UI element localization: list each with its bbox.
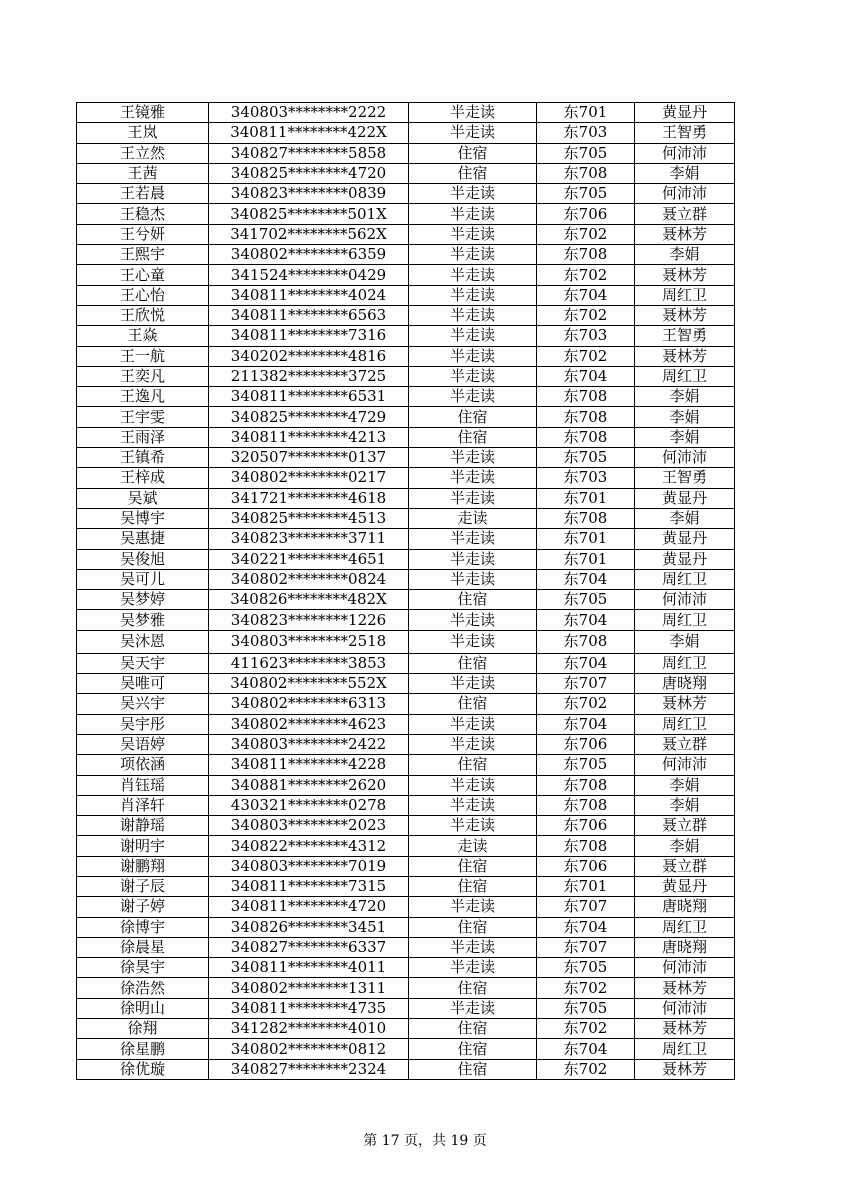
student-name-cell: 王稳杰 <box>77 204 209 224</box>
teacher-cell: 聂林芳 <box>635 694 735 714</box>
table-row <box>77 630 735 653</box>
teacher-cell: 何沛沛 <box>635 448 735 468</box>
table-row <box>77 978 735 998</box>
table-row <box>77 387 735 407</box>
table-row <box>77 184 735 204</box>
table-row <box>77 488 735 508</box>
teacher-cell: 王智勇 <box>635 468 735 488</box>
teacher-cell: 黄显丹 <box>635 103 735 123</box>
room-cell: 东702 <box>537 978 635 998</box>
teacher-cell: 何沛沛 <box>635 998 735 1018</box>
room-cell: 东707 <box>537 674 635 694</box>
id-number-cell: 340811********4720 <box>209 897 409 917</box>
id-number-cell: 340802********0217 <box>209 468 409 488</box>
table-row <box>77 265 735 285</box>
student-name-cell: 王茜 <box>77 163 209 183</box>
room-cell: 东705 <box>537 755 635 775</box>
id-number-cell: 340802********1311 <box>209 978 409 998</box>
id-number-cell: 340202********4816 <box>209 346 409 366</box>
teacher-cell: 唐晓翔 <box>635 897 735 917</box>
room-cell: 东708 <box>537 245 635 265</box>
student-name-cell: 王欣悦 <box>77 305 209 325</box>
student-name-cell: 吴梦雅 <box>77 610 209 630</box>
boarding-type-cell: 半走读 <box>409 714 537 734</box>
id-number-cell: 340221********4651 <box>209 549 409 569</box>
id-number-cell: 340811********7315 <box>209 876 409 896</box>
id-number-cell: 340811********6531 <box>209 387 409 407</box>
table-row <box>77 714 735 734</box>
boarding-type-cell: 半走读 <box>409 529 537 549</box>
student-name-cell: 徐明山 <box>77 998 209 1018</box>
student-name-cell: 徐博宇 <box>77 917 209 937</box>
room-cell: 东706 <box>537 204 635 224</box>
student-roster-table <box>76 102 735 1080</box>
table-row <box>77 285 735 305</box>
room-cell: 东701 <box>537 529 635 549</box>
id-number-cell: 411623********3853 <box>209 653 409 673</box>
student-name-cell: 徐翔 <box>77 1019 209 1039</box>
id-number-cell: 341702********562X <box>209 224 409 244</box>
boarding-type-cell: 住宿 <box>409 694 537 714</box>
table-row <box>77 407 735 427</box>
room-cell: 东704 <box>537 366 635 386</box>
id-number-cell: 320507********0137 <box>209 448 409 468</box>
teacher-cell: 聂林芳 <box>635 224 735 244</box>
boarding-type-cell: 半走读 <box>409 204 537 224</box>
student-name-cell: 吴俊旭 <box>77 549 209 569</box>
room-cell: 东703 <box>537 123 635 143</box>
student-name-cell: 吴沐恩 <box>77 630 209 653</box>
room-cell: 东705 <box>537 448 635 468</box>
table-row <box>77 508 735 528</box>
id-number-cell: 211382********3725 <box>209 366 409 386</box>
teacher-cell: 周红卫 <box>635 917 735 937</box>
student-name-cell: 王兮妍 <box>77 224 209 244</box>
student-name-cell: 谢子婷 <box>77 897 209 917</box>
teacher-cell: 聂林芳 <box>635 978 735 998</box>
teacher-cell: 聂立群 <box>635 856 735 876</box>
boarding-type-cell: 半走读 <box>409 549 537 569</box>
student-name-cell: 吴博宇 <box>77 508 209 528</box>
teacher-cell: 周红卫 <box>635 366 735 386</box>
id-number-cell: 340802********552X <box>209 674 409 694</box>
teacher-cell: 周红卫 <box>635 1039 735 1059</box>
student-name-cell: 谢鹏翔 <box>77 856 209 876</box>
room-cell: 东708 <box>537 427 635 447</box>
student-name-cell: 王焱 <box>77 326 209 346</box>
room-cell: 东702 <box>537 265 635 285</box>
id-number-cell: 340811********7316 <box>209 326 409 346</box>
teacher-cell: 周红卫 <box>635 714 735 734</box>
teacher-cell: 李娟 <box>635 836 735 856</box>
id-number-cell: 340881********2620 <box>209 775 409 795</box>
table-row <box>77 468 735 488</box>
room-cell: 东701 <box>537 876 635 896</box>
room-cell: 东707 <box>537 897 635 917</box>
room-cell: 东704 <box>537 285 635 305</box>
table-row <box>77 245 735 265</box>
table-row <box>77 163 735 183</box>
student-name-cell: 王一航 <box>77 346 209 366</box>
student-name-cell: 王熙宇 <box>77 245 209 265</box>
boarding-type-cell: 住宿 <box>409 755 537 775</box>
id-number-cell: 340827********6337 <box>209 937 409 957</box>
table-row <box>77 816 735 836</box>
student-name-cell: 谢静瑶 <box>77 816 209 836</box>
student-name-cell: 王梓成 <box>77 468 209 488</box>
boarding-type-cell: 住宿 <box>409 427 537 447</box>
boarding-type-cell: 半走读 <box>409 245 537 265</box>
table-row <box>77 569 735 589</box>
room-cell: 东703 <box>537 326 635 346</box>
teacher-cell: 李娟 <box>635 775 735 795</box>
teacher-cell: 聂林芳 <box>635 265 735 285</box>
teacher-cell: 聂立群 <box>635 204 735 224</box>
table-row <box>77 958 735 978</box>
id-number-cell: 340802********0824 <box>209 569 409 589</box>
teacher-cell: 李娟 <box>635 245 735 265</box>
room-cell: 东708 <box>537 795 635 815</box>
table-row <box>77 1059 735 1079</box>
id-number-cell: 340823********1226 <box>209 610 409 630</box>
room-cell: 东705 <box>537 590 635 610</box>
table-row <box>77 123 735 143</box>
room-cell: 东702 <box>537 1019 635 1039</box>
table-row <box>77 897 735 917</box>
table-row <box>77 346 735 366</box>
boarding-type-cell: 半走读 <box>409 569 537 589</box>
id-number-cell: 340811********6563 <box>209 305 409 325</box>
id-number-cell: 430321********0278 <box>209 795 409 815</box>
room-cell: 东703 <box>537 468 635 488</box>
id-number-cell: 340827********2324 <box>209 1059 409 1079</box>
teacher-cell: 李娟 <box>635 407 735 427</box>
boarding-type-cell: 半走读 <box>409 448 537 468</box>
boarding-type-cell: 半走读 <box>409 468 537 488</box>
table-row <box>77 427 735 447</box>
room-cell: 东708 <box>537 775 635 795</box>
teacher-cell: 黄显丹 <box>635 529 735 549</box>
teacher-cell: 聂立群 <box>635 816 735 836</box>
student-name-cell: 王镜雅 <box>77 103 209 123</box>
boarding-type-cell: 半走读 <box>409 897 537 917</box>
student-name-cell: 徐浩然 <box>77 978 209 998</box>
boarding-type-cell: 半走读 <box>409 103 537 123</box>
id-number-cell: 340823********0839 <box>209 184 409 204</box>
boarding-type-cell: 半走读 <box>409 488 537 508</box>
boarding-type-cell: 半走读 <box>409 998 537 1018</box>
table-row <box>77 917 735 937</box>
student-name-cell: 吴斌 <box>77 488 209 508</box>
room-cell: 东706 <box>537 816 635 836</box>
teacher-cell: 聂立群 <box>635 734 735 754</box>
id-number-cell: 340825********501X <box>209 204 409 224</box>
room-cell: 东702 <box>537 694 635 714</box>
id-number-cell: 340822********4312 <box>209 836 409 856</box>
boarding-type-cell: 半走读 <box>409 224 537 244</box>
boarding-type-cell: 住宿 <box>409 856 537 876</box>
teacher-cell: 李娟 <box>635 795 735 815</box>
room-cell: 东708 <box>537 163 635 183</box>
id-number-cell: 340803********7019 <box>209 856 409 876</box>
id-number-cell: 340802********6359 <box>209 245 409 265</box>
teacher-cell: 聂林芳 <box>635 305 735 325</box>
table-row <box>77 590 735 610</box>
boarding-type-cell: 半走读 <box>409 346 537 366</box>
table-row <box>77 937 735 957</box>
table-row <box>77 366 735 386</box>
table-row <box>77 836 735 856</box>
student-name-cell: 王心怡 <box>77 285 209 305</box>
boarding-type-cell: 住宿 <box>409 917 537 937</box>
table-row <box>77 653 735 673</box>
student-name-cell: 王若晨 <box>77 184 209 204</box>
boarding-type-cell: 半走读 <box>409 816 537 836</box>
id-number-cell: 340826********482X <box>209 590 409 610</box>
student-name-cell: 吴惠捷 <box>77 529 209 549</box>
student-name-cell: 王奕凡 <box>77 366 209 386</box>
id-number-cell: 340826********3451 <box>209 917 409 937</box>
id-number-cell: 340825********4729 <box>209 407 409 427</box>
boarding-type-cell: 住宿 <box>409 1039 537 1059</box>
room-cell: 东708 <box>537 387 635 407</box>
room-cell: 东701 <box>537 549 635 569</box>
teacher-cell: 何沛沛 <box>635 958 735 978</box>
teacher-cell: 黄显丹 <box>635 549 735 569</box>
id-number-cell: 340811********4213 <box>209 427 409 447</box>
student-name-cell: 徐昊宇 <box>77 958 209 978</box>
table-row <box>77 694 735 714</box>
id-number-cell: 340802********4623 <box>209 714 409 734</box>
boarding-type-cell: 半走读 <box>409 734 537 754</box>
table-row <box>77 529 735 549</box>
room-cell: 东701 <box>537 103 635 123</box>
teacher-cell: 李娟 <box>635 163 735 183</box>
room-cell: 东704 <box>537 1039 635 1059</box>
teacher-cell: 周红卫 <box>635 569 735 589</box>
room-cell: 东702 <box>537 224 635 244</box>
room-cell: 东704 <box>537 569 635 589</box>
table-row <box>77 103 735 123</box>
student-name-cell: 吴唯可 <box>77 674 209 694</box>
boarding-type-cell: 半走读 <box>409 265 537 285</box>
boarding-type-cell: 半走读 <box>409 305 537 325</box>
student-name-cell: 吴可儿 <box>77 569 209 589</box>
id-number-cell: 340811********422X <box>209 123 409 143</box>
table-row <box>77 224 735 244</box>
teacher-cell: 何沛沛 <box>635 143 735 163</box>
room-cell: 东708 <box>537 630 635 653</box>
teacher-cell: 周红卫 <box>635 285 735 305</box>
boarding-type-cell: 走读 <box>409 836 537 856</box>
roster-body <box>77 103 735 1080</box>
student-name-cell: 谢明宇 <box>77 836 209 856</box>
teacher-cell: 周红卫 <box>635 610 735 630</box>
id-number-cell: 340811********4024 <box>209 285 409 305</box>
id-number-cell: 340823********3711 <box>209 529 409 549</box>
room-cell: 东702 <box>537 305 635 325</box>
student-name-cell: 徐优璇 <box>77 1059 209 1079</box>
room-cell: 东705 <box>537 184 635 204</box>
id-number-cell: 340802********0812 <box>209 1039 409 1059</box>
room-cell: 东706 <box>537 734 635 754</box>
table-row <box>77 998 735 1018</box>
student-name-cell: 徐星鹏 <box>77 1039 209 1059</box>
table-row <box>77 610 735 630</box>
boarding-type-cell: 半走读 <box>409 610 537 630</box>
table-row <box>77 876 735 896</box>
student-name-cell: 王宇雯 <box>77 407 209 427</box>
student-name-cell: 吴兴宇 <box>77 694 209 714</box>
boarding-type-cell: 住宿 <box>409 653 537 673</box>
teacher-cell: 黄显丹 <box>635 876 735 896</box>
boarding-type-cell: 住宿 <box>409 407 537 427</box>
id-number-cell: 341721********4618 <box>209 488 409 508</box>
boarding-type-cell: 半走读 <box>409 775 537 795</box>
id-number-cell: 340811********4735 <box>209 998 409 1018</box>
boarding-type-cell: 半走读 <box>409 184 537 204</box>
room-cell: 东704 <box>537 917 635 937</box>
room-cell: 东708 <box>537 407 635 427</box>
table-row <box>77 448 735 468</box>
table-row <box>77 1019 735 1039</box>
room-cell: 东704 <box>537 653 635 673</box>
teacher-cell: 李娟 <box>635 427 735 447</box>
boarding-type-cell: 半走读 <box>409 674 537 694</box>
table-row <box>77 734 735 754</box>
teacher-cell: 李娟 <box>635 508 735 528</box>
room-cell: 东702 <box>537 1059 635 1079</box>
id-number-cell: 340825********4513 <box>209 508 409 528</box>
table-row <box>77 856 735 876</box>
teacher-cell: 何沛沛 <box>635 184 735 204</box>
room-cell: 东704 <box>537 714 635 734</box>
teacher-cell: 聂林芳 <box>635 1059 735 1079</box>
teacher-cell: 李娟 <box>635 387 735 407</box>
boarding-type-cell: 住宿 <box>409 978 537 998</box>
boarding-type-cell: 半走读 <box>409 285 537 305</box>
boarding-type-cell: 半走读 <box>409 630 537 653</box>
teacher-cell: 聂林芳 <box>635 1019 735 1039</box>
id-number-cell: 340811********4228 <box>209 755 409 775</box>
boarding-type-cell: 半走读 <box>409 326 537 346</box>
student-name-cell: 吴宇彤 <box>77 714 209 734</box>
teacher-cell: 王智勇 <box>635 123 735 143</box>
room-cell: 东707 <box>537 937 635 957</box>
table-row <box>77 674 735 694</box>
page-footer: 第 17 页，共 19 页 <box>363 1133 487 1149</box>
boarding-type-cell: 半走读 <box>409 958 537 978</box>
boarding-type-cell: 住宿 <box>409 1019 537 1039</box>
table-row <box>77 1039 735 1059</box>
boarding-type-cell: 走读 <box>409 508 537 528</box>
teacher-cell: 何沛沛 <box>635 755 735 775</box>
id-number-cell: 341524********0429 <box>209 265 409 285</box>
id-number-cell: 340803********2023 <box>209 816 409 836</box>
student-name-cell: 项依涵 <box>77 755 209 775</box>
student-name-cell: 王逸凡 <box>77 387 209 407</box>
student-name-cell: 徐晨星 <box>77 937 209 957</box>
teacher-cell: 聂林芳 <box>635 346 735 366</box>
table-row <box>77 305 735 325</box>
id-number-cell: 340827********5858 <box>209 143 409 163</box>
student-name-cell: 王立然 <box>77 143 209 163</box>
student-name-cell: 王岚 <box>77 123 209 143</box>
table-row <box>77 549 735 569</box>
room-cell: 东701 <box>537 488 635 508</box>
boarding-type-cell: 住宿 <box>409 876 537 896</box>
student-name-cell: 肖钰瑶 <box>77 775 209 795</box>
boarding-type-cell: 住宿 <box>409 1059 537 1079</box>
table-row <box>77 775 735 795</box>
student-name-cell: 吴梦婷 <box>77 590 209 610</box>
boarding-type-cell: 住宿 <box>409 143 537 163</box>
id-number-cell: 341282********4010 <box>209 1019 409 1039</box>
room-cell: 东704 <box>537 610 635 630</box>
id-number-cell: 340802********6313 <box>209 694 409 714</box>
teacher-cell: 何沛沛 <box>635 590 735 610</box>
teacher-cell: 黄显丹 <box>635 488 735 508</box>
id-number-cell: 340803********2422 <box>209 734 409 754</box>
room-cell: 东706 <box>537 856 635 876</box>
id-number-cell: 340803********2518 <box>209 630 409 653</box>
teacher-cell: 李娟 <box>635 630 735 653</box>
boarding-type-cell: 半走读 <box>409 387 537 407</box>
boarding-type-cell: 住宿 <box>409 163 537 183</box>
table-row <box>77 204 735 224</box>
room-cell: 东705 <box>537 958 635 978</box>
teacher-cell: 周红卫 <box>635 653 735 673</box>
boarding-type-cell: 半走读 <box>409 795 537 815</box>
student-name-cell: 吴语婷 <box>77 734 209 754</box>
id-number-cell: 340811********4011 <box>209 958 409 978</box>
table-row <box>77 795 735 815</box>
room-cell: 东708 <box>537 508 635 528</box>
table-row <box>77 143 735 163</box>
teacher-cell: 唐晓翔 <box>635 674 735 694</box>
boarding-type-cell: 住宿 <box>409 590 537 610</box>
student-name-cell: 谢子辰 <box>77 876 209 896</box>
boarding-type-cell: 半走读 <box>409 366 537 386</box>
room-cell: 东705 <box>537 143 635 163</box>
room-cell: 东708 <box>537 836 635 856</box>
room-cell: 东702 <box>537 346 635 366</box>
student-name-cell: 王镇希 <box>77 448 209 468</box>
table-row <box>77 755 735 775</box>
teacher-cell: 唐晓翔 <box>635 937 735 957</box>
student-name-cell: 王雨泽 <box>77 427 209 447</box>
boarding-type-cell: 半走读 <box>409 937 537 957</box>
student-name-cell: 王心童 <box>77 265 209 285</box>
room-cell: 东705 <box>537 998 635 1018</box>
student-name-cell: 肖泽轩 <box>77 795 209 815</box>
table-row <box>77 326 735 346</box>
id-number-cell: 340825********4720 <box>209 163 409 183</box>
boarding-type-cell: 半走读 <box>409 123 537 143</box>
id-number-cell: 340803********2222 <box>209 103 409 123</box>
teacher-cell: 王智勇 <box>635 326 735 346</box>
student-name-cell: 吴天宇 <box>77 653 209 673</box>
